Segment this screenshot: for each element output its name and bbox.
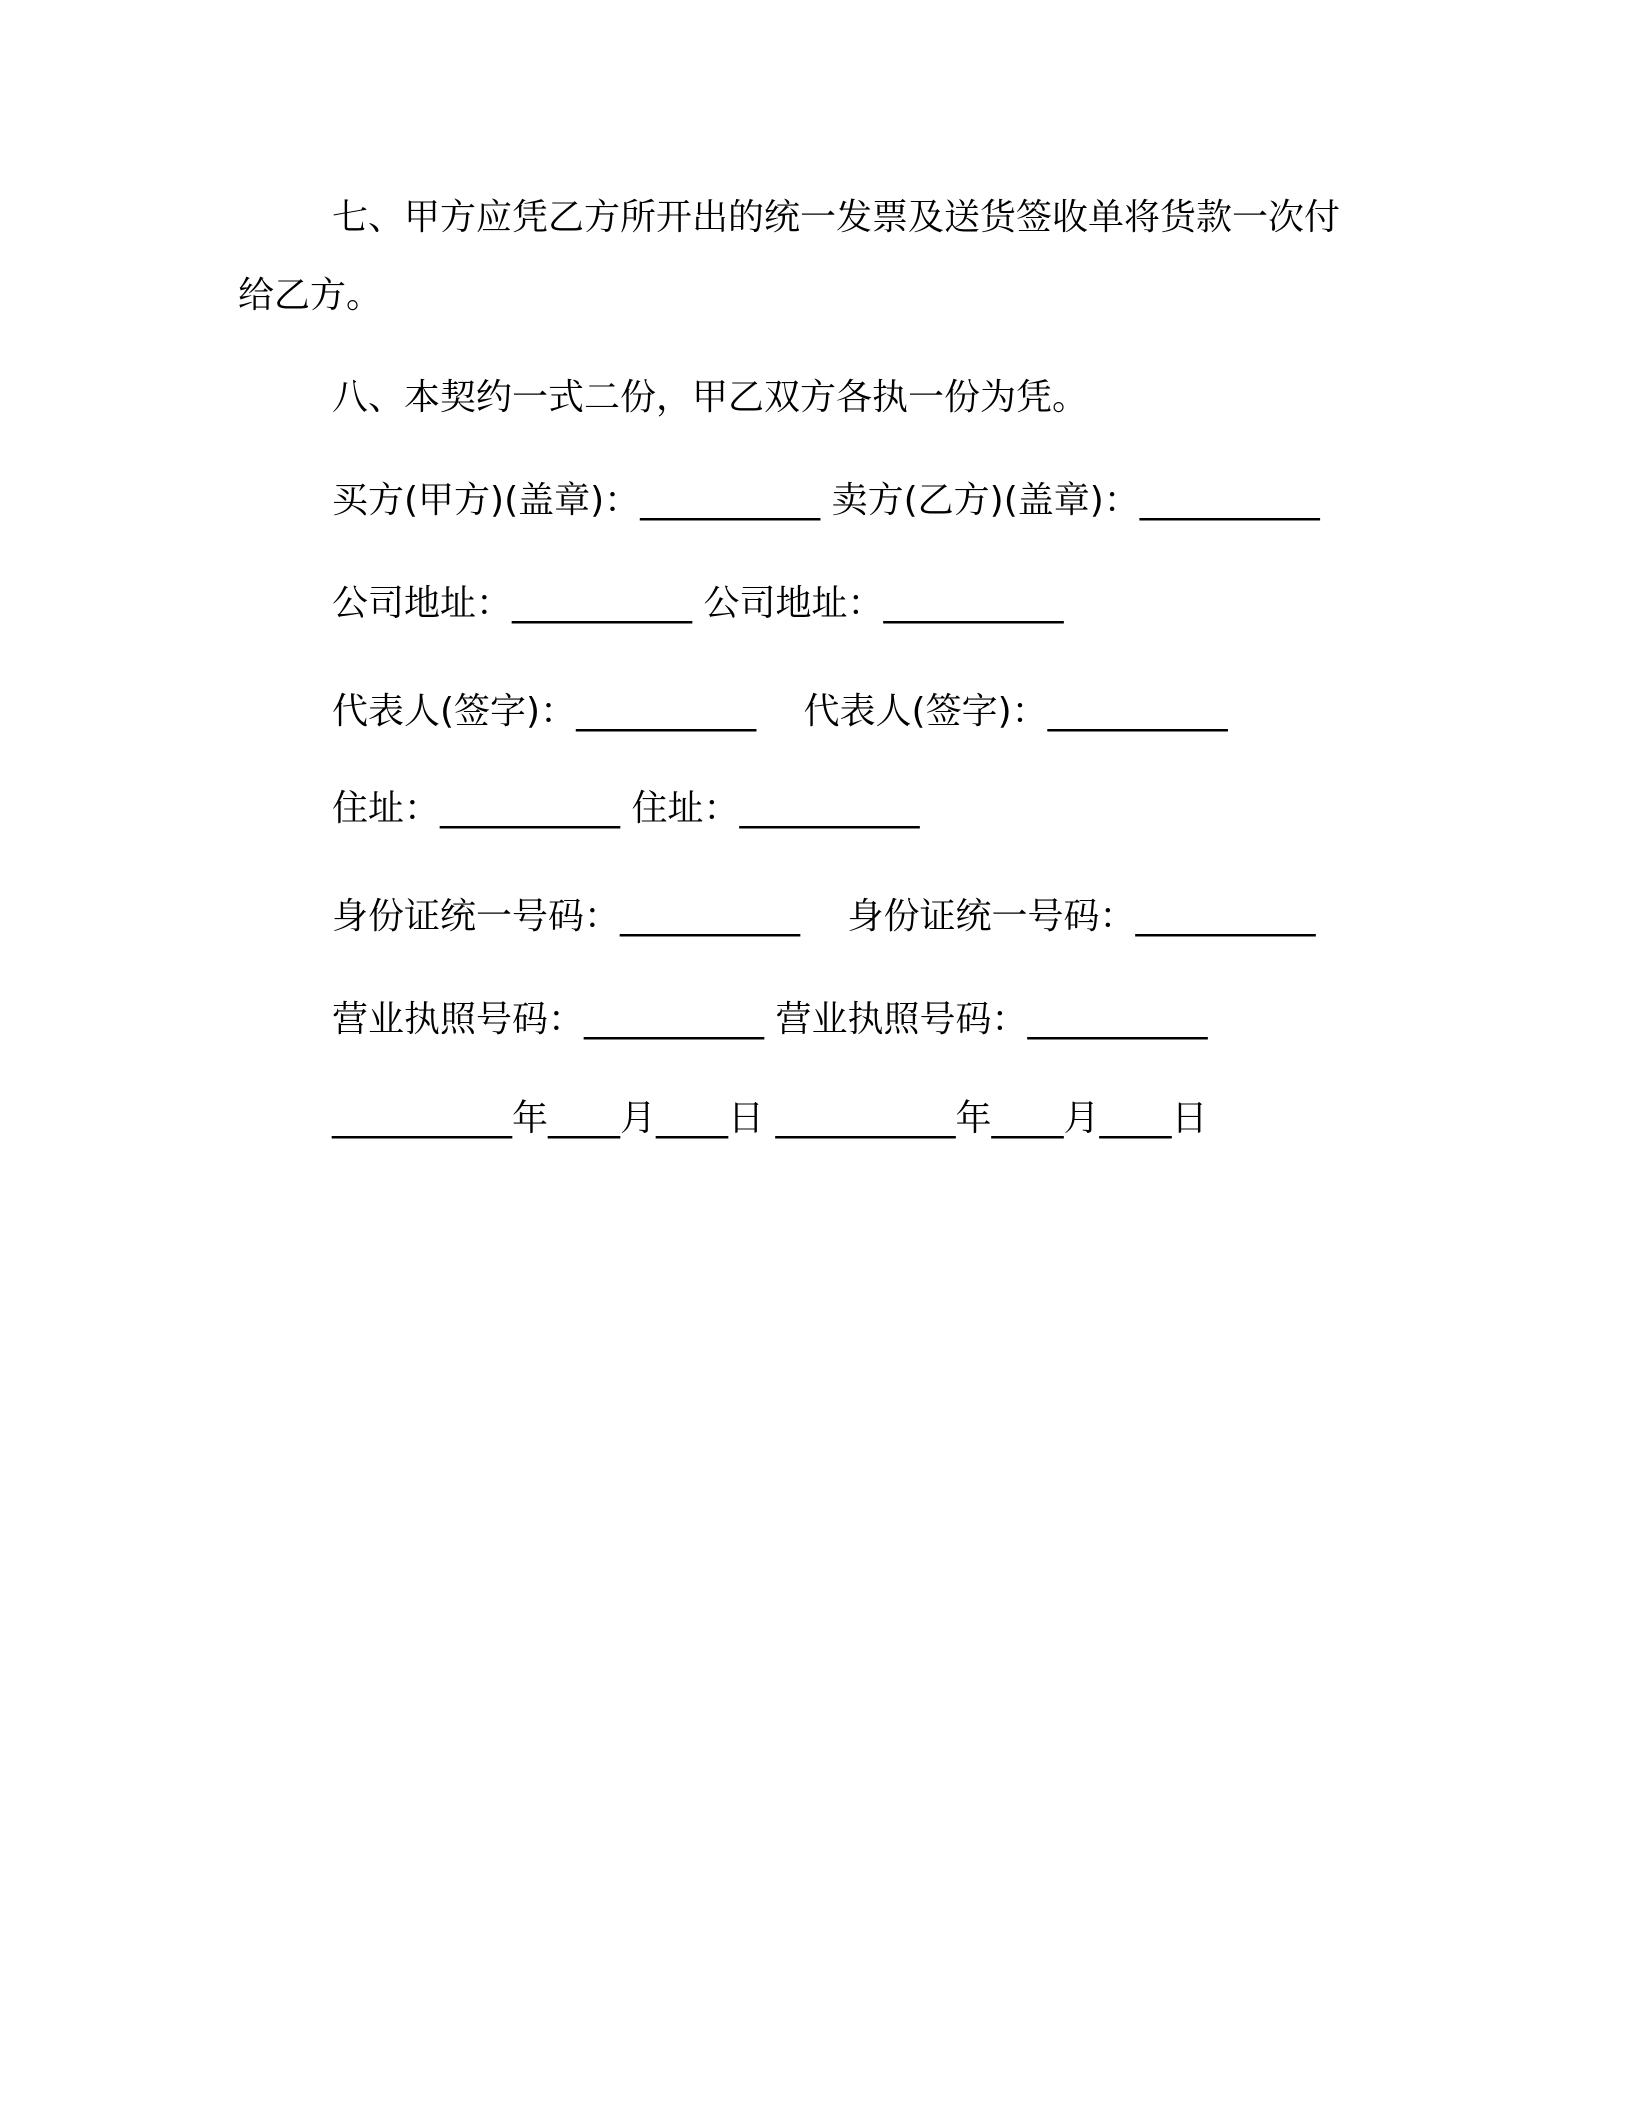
address-line: 住址：__________ 住址：__________: [332, 788, 920, 829]
company-address-line: 公司地址：__________ 公司地址：__________: [332, 583, 1064, 624]
representative-line: 代表人(签字)：__________ 代表人(签字)：__________: [332, 691, 1228, 732]
business-license-line: 营业执照号码：__________ 营业执照号码：__________: [332, 999, 1208, 1040]
date-line: __________年____月____日 __________年____月____日: [332, 1098, 1208, 1139]
clause-8: 八、本契约一式二份，甲乙双方各执一份为凭。: [332, 377, 1089, 418]
id-number-line: 身份证统一号码：__________ 身份证统一号码：__________: [332, 896, 1316, 937]
clause-7-line-1: 七、甲方应凭乙方所开出的统一发票及送货签收单将货款一次付: [332, 197, 1341, 238]
clause-7-line-2: 给乙方。: [238, 275, 383, 316]
parties-seal-line: 买方(甲方)(盖章)：__________ 卖方(乙方)(盖章)：__________: [332, 480, 1320, 521]
